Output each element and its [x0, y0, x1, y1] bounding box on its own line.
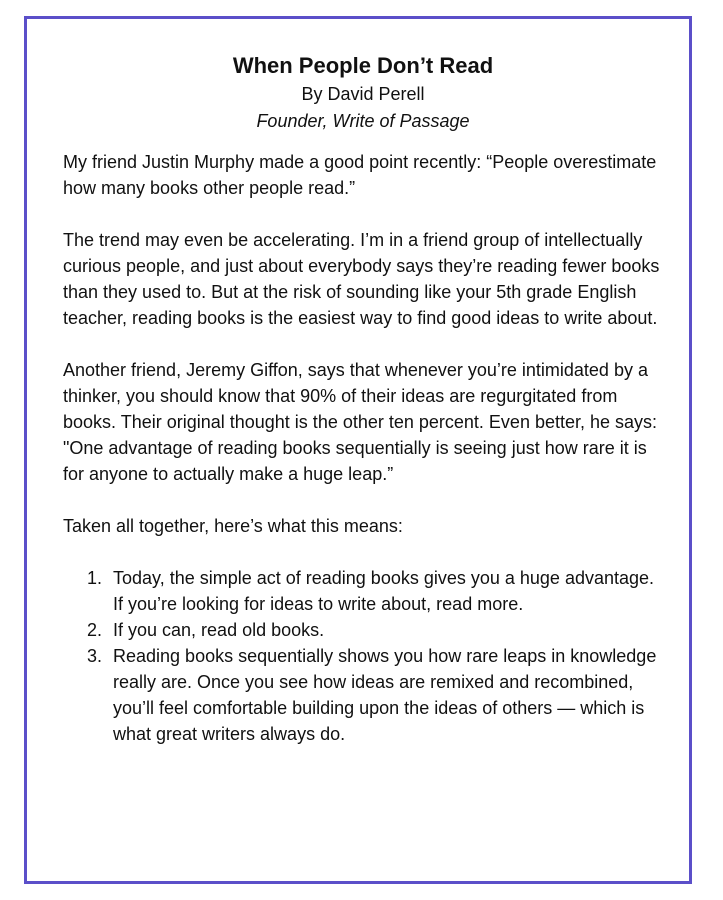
list-number: 3.	[87, 646, 103, 666]
paragraph-2: The trend may even be accelerating. I’m in a friend group of intellectually curious people, and just about everybody says they’re reading fewer books than they used to. But at the risk of sounding like your 5th grade English teacher, reading books is the easiest way to find good ideas to write about.	[63, 230, 660, 328]
paragraph-1: My friend Justin Murphy made a good point recently: “People overestimate how many books other people read.”	[63, 152, 657, 198]
takeaways-list	[63, 565, 663, 747]
list-item	[87, 565, 663, 617]
page-frame	[24, 16, 692, 884]
list-item	[87, 617, 663, 643]
list-text: Reading books sequentially shows you how rare leaps in knowledge really are. Once you see how ideas are remixed and recombined, you’ll feel comfortable building upon the ideas of others — which is what great writers always do.	[113, 646, 657, 744]
author-affiliation: Founder, Write of Passage	[256, 111, 470, 131]
paragraph-4: Taken all together, here’s what this means:	[63, 516, 403, 536]
document-title: When People Don’t Read	[232, 53, 494, 78]
author-byline: By David Perell	[301, 84, 425, 104]
list-number: 1.	[87, 568, 103, 588]
document-content	[63, 51, 663, 747]
list-number: 2.	[87, 620, 103, 640]
list-text: If you can, read old books.	[113, 620, 325, 640]
list-text: Today, the simple act of reading books gives you a huge advantage. If you’re looking for ideas to write about, read more.	[113, 568, 655, 614]
list-item	[87, 643, 663, 747]
paragraph-3: Another friend, Jeremy Giffon, says that whenever you’re intimidated by a thinker, you should know that 90% of their ideas are regurgitated from books. Their original thought is the other ten percent. Even better, he says: "One advantage of reading books sequentially is seeing just how rare it is for anyone to actually make a huge leap.”	[63, 360, 658, 484]
